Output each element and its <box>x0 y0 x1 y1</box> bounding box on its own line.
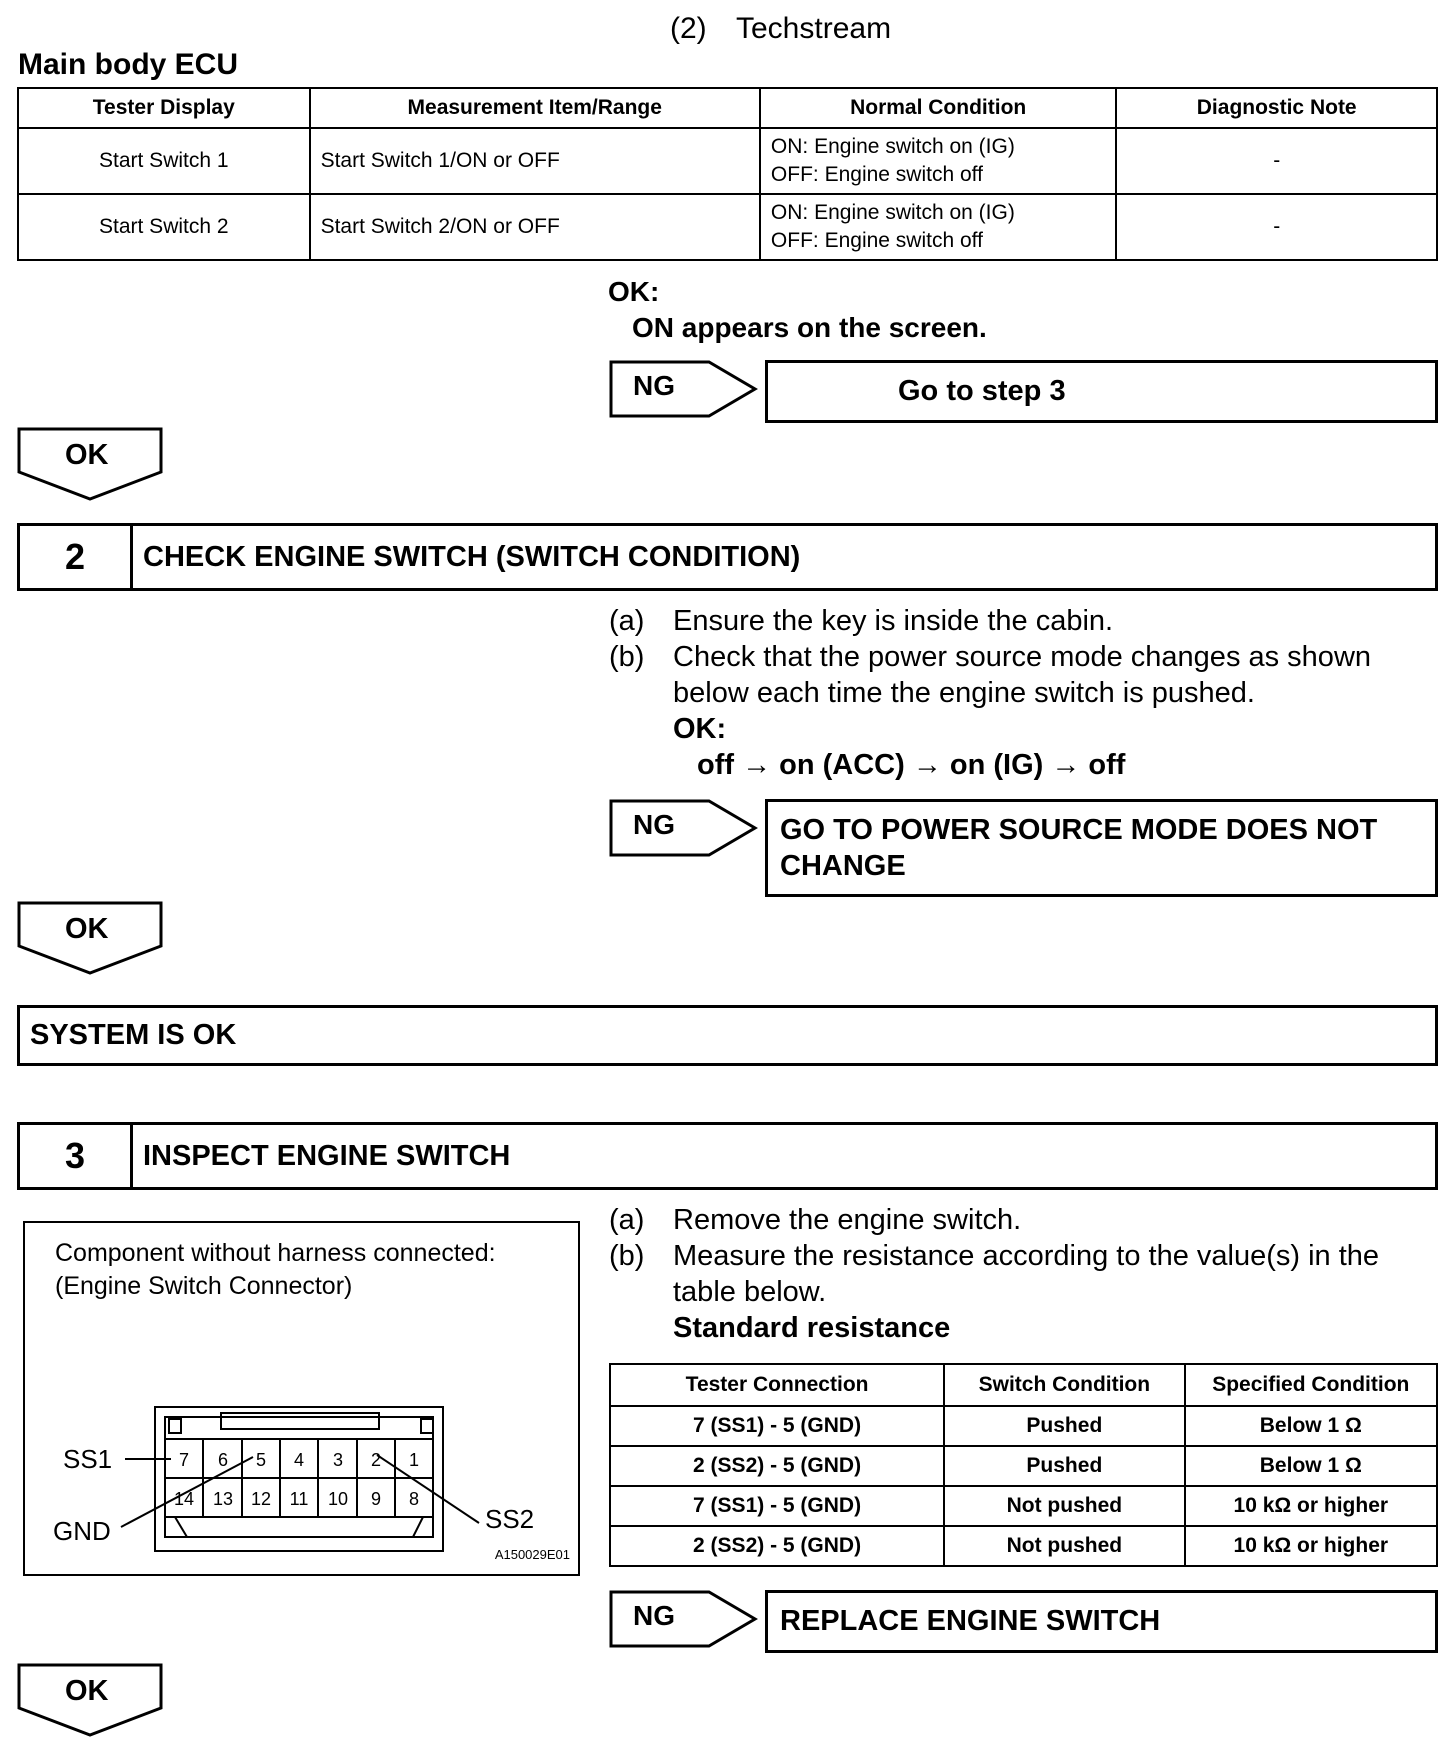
instruction-item <box>609 603 1439 639</box>
gnd-label: GND <box>53 1516 111 1546</box>
ok-label: OK: <box>673 713 727 745</box>
spec-cell: Below 1 Ω <box>1185 1446 1437 1486</box>
spec-cell: Below 1 Ω <box>1185 1406 1437 1446</box>
instruction-label: (a) <box>609 1204 645 1236</box>
pin-number: 5 <box>255 1450 267 1470</box>
ok-condition <box>608 274 987 346</box>
measurement-item-cell: Start Switch 1/ON or OFF <box>310 128 760 194</box>
ng-target-box[interactable] <box>765 799 1438 897</box>
step-3-instructions <box>609 1202 1439 1346</box>
step-number: 3 <box>20 1125 133 1187</box>
pin-number: 8 <box>408 1489 420 1509</box>
connection-cell: 2 (SS2) - 5 (GND) <box>610 1526 944 1566</box>
instruction-text: Ensure the key is inside the cabin. <box>673 605 1114 637</box>
ng-target-text: REPLACE ENGINE SWITCH <box>780 1605 1161 1637</box>
column-header: Specified Condition <box>1185 1364 1437 1406</box>
condition-cell: Not pushed <box>944 1526 1184 1566</box>
pin-number: 7 <box>178 1450 190 1470</box>
tester-display-cell: Start Switch 2 <box>18 194 310 260</box>
ok-label: OK <box>65 439 109 471</box>
table-row <box>18 128 1437 194</box>
condition-cell: Pushed <box>944 1406 1184 1446</box>
pin-number: 10 <box>327 1489 349 1509</box>
ng-arrow-tag <box>609 360 756 418</box>
diagnostic-note-cell: - <box>1116 128 1437 194</box>
ok-label: OK <box>65 913 109 945</box>
ecu-title: Main body ECU <box>18 48 239 81</box>
connection-cell: 2 (SS2) - 5 (GND) <box>610 1446 944 1486</box>
connection-cell: 7 (SS1) - 5 (GND) <box>610 1486 944 1526</box>
column-header: Tester Display <box>18 88 310 128</box>
ng-arrow-tag <box>609 1590 756 1648</box>
connector-figure <box>23 1221 580 1576</box>
connection-cell: 7 (SS1) - 5 (GND) <box>610 1406 944 1446</box>
ng-label: NG <box>633 370 675 401</box>
ss1-label: SS1 <box>63 1444 113 1474</box>
table-header-row <box>610 1364 1437 1406</box>
pin-number: 14 <box>173 1489 195 1509</box>
condition-cell: Not pushed <box>944 1486 1184 1526</box>
instruction-text: Remove the engine switch. <box>673 1204 1022 1236</box>
table-row <box>610 1486 1437 1526</box>
ok-value: off → on (ACC) → on (IG) → off <box>697 749 1126 781</box>
ng-arrow-tag <box>609 799 756 857</box>
data-list-table <box>17 87 1438 261</box>
spec-cell: 10 kΩ or higher <box>1185 1486 1437 1526</box>
condition-on: ON: Engine switch on (IG) <box>770 201 1015 224</box>
table-row <box>610 1406 1437 1446</box>
ng-target-box[interactable] <box>765 1590 1438 1653</box>
resistance-table <box>609 1363 1438 1567</box>
step-3-header <box>17 1122 1438 1190</box>
pin-number: 9 <box>370 1489 382 1509</box>
step-title: CHECK ENGINE SWITCH (SWITCH CONDITION) <box>143 540 801 573</box>
section-heading <box>670 12 891 46</box>
step-2-header <box>17 523 1438 591</box>
pin-number: 1 <box>408 1450 420 1470</box>
ng-arrow-shape <box>609 360 759 420</box>
instruction-text: Measure the resistance according to the value(s) in the table below. <box>673 1240 1380 1308</box>
system-ok-box <box>17 1005 1438 1066</box>
condition-cell: Pushed <box>944 1446 1184 1486</box>
table-header-row <box>18 88 1437 128</box>
ng-target-text: GO TO POWER SOURCE MODE DOES NOT CHANGE <box>780 814 1378 882</box>
ok-label: OK <box>65 1675 109 1707</box>
column-header: Tester Connection <box>610 1364 944 1406</box>
tester-display-cell: Start Switch 1 <box>18 128 310 194</box>
instruction-text: Check that the power source mode changes as shown below each time the engine switch is pushed. <box>673 641 1372 709</box>
step-2-instructions <box>609 603 1439 783</box>
ok-arrow-tag <box>17 427 163 501</box>
table-row <box>610 1446 1437 1486</box>
ng-label: NG <box>633 809 675 840</box>
condition-on: ON: Engine switch on (IG) <box>770 135 1015 158</box>
instruction-item <box>609 1238 1439 1310</box>
ng-label: NG <box>633 1600 675 1631</box>
ss2-label: SS2 <box>485 1504 535 1534</box>
pin-number: 6 <box>217 1450 229 1470</box>
normal-condition-cell <box>760 128 1116 194</box>
pin-number: 2 <box>370 1450 382 1470</box>
ok-value: ON appears on the screen. <box>632 312 987 343</box>
standard-resistance-label: Standard resistance <box>673 1312 951 1344</box>
condition-off: OFF: Engine switch off <box>770 163 983 186</box>
system-ok-text: SYSTEM IS OK <box>30 1019 237 1051</box>
ng-target-box[interactable] <box>765 360 1438 423</box>
table-row <box>18 194 1437 260</box>
ng-arrow-shape <box>609 799 759 859</box>
figure-caption-line: (Engine Switch Connector) <box>55 1272 353 1300</box>
normal-condition-cell <box>760 194 1116 260</box>
instruction-item <box>609 1202 1439 1238</box>
indent-spacer <box>609 1310 673 1346</box>
column-header: Diagnostic Note <box>1116 88 1437 128</box>
pin-number: 3 <box>332 1450 344 1470</box>
instruction-item <box>609 639 1439 711</box>
table-row <box>610 1526 1437 1566</box>
section-number: (2) <box>670 12 707 45</box>
pin-number: 4 <box>293 1450 305 1470</box>
figure-id: A150029E01 <box>494 1547 570 1562</box>
ng-arrow-shape <box>609 1590 759 1650</box>
diagnostic-note-cell: - <box>1116 194 1437 260</box>
connector-latch <box>169 1419 181 1433</box>
step-number: 2 <box>20 526 133 588</box>
column-header: Switch Condition <box>944 1364 1184 1406</box>
indent-spacer <box>609 711 673 783</box>
spec-cell: 10 kΩ or higher <box>1185 1526 1437 1566</box>
pin-number: 11 <box>289 1489 309 1509</box>
ok-label: OK: <box>608 276 660 307</box>
figure-caption-line: Component without harness connected: <box>55 1239 496 1267</box>
ok-block-content <box>673 711 1439 783</box>
pin-number: 13 <box>212 1489 234 1509</box>
connector-key <box>221 1413 379 1429</box>
section-title: Techstream <box>736 12 892 45</box>
column-header: Measurement Item/Range <box>310 88 760 128</box>
ss2-leader <box>377 1455 479 1523</box>
condition-off: OFF: Engine switch off <box>770 229 983 252</box>
ok-arrow-tag <box>17 1663 163 1737</box>
step-title: INSPECT ENGINE SWITCH <box>143 1139 511 1172</box>
instruction-label: (b) <box>609 1240 645 1272</box>
instruction-label: (b) <box>609 641 645 673</box>
connector-latch <box>421 1419 433 1433</box>
std-block <box>609 1310 1439 1346</box>
instruction-label: (a) <box>609 605 645 637</box>
pin-number: 12 <box>250 1489 272 1509</box>
ng-target-text: Go to step 3 <box>898 375 1066 407</box>
measurement-item-cell: Start Switch 2/ON or OFF <box>310 194 760 260</box>
ok-block <box>609 711 1439 783</box>
ok-arrow-tag <box>17 901 163 975</box>
column-header: Normal Condition <box>760 88 1116 128</box>
